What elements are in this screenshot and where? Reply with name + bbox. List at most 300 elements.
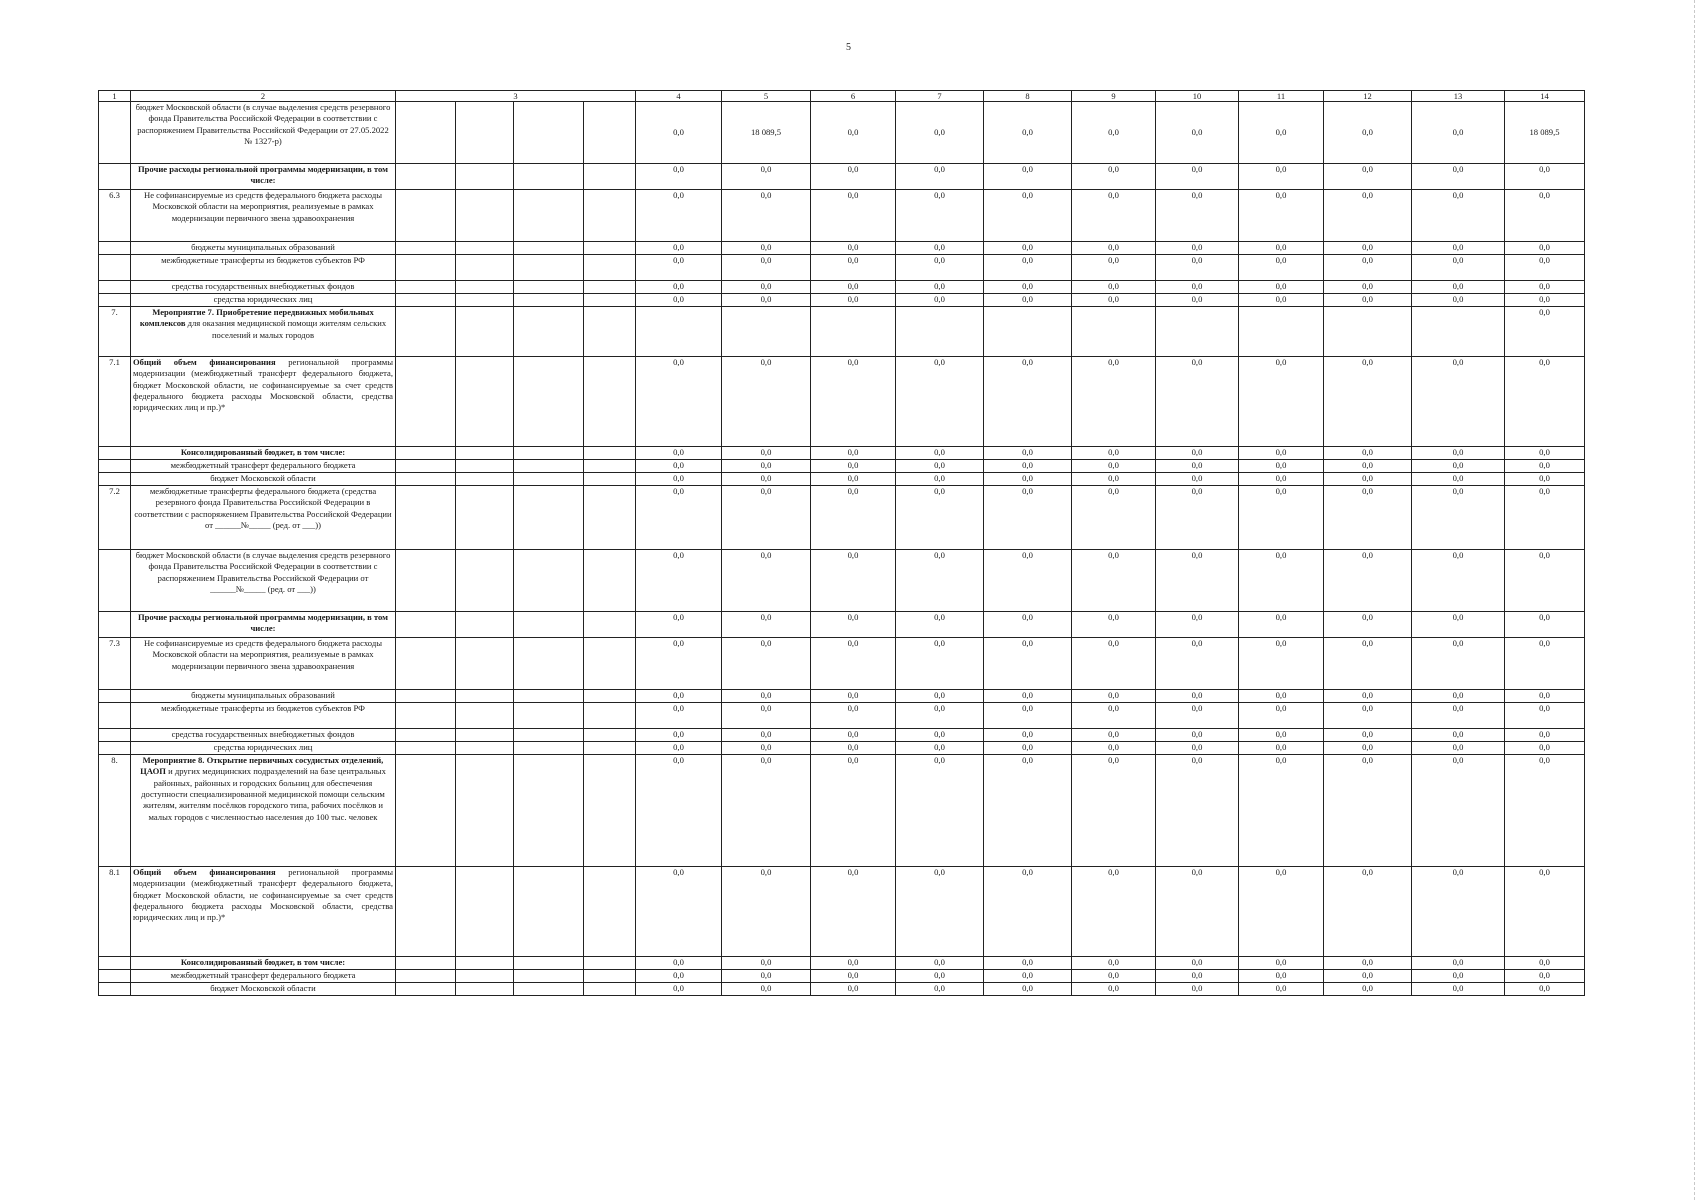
empty-cell bbox=[456, 638, 514, 690]
value-cell: 18 089,5 bbox=[722, 102, 811, 164]
value-cell: 0,0 bbox=[1505, 729, 1585, 742]
value-cell: 0,0 bbox=[1239, 281, 1324, 294]
empty-cell bbox=[396, 970, 456, 983]
value-cell: 0,0 bbox=[984, 690, 1072, 703]
value-cell: 0,0 bbox=[1239, 255, 1324, 281]
value-cell: 0,0 bbox=[1324, 190, 1412, 242]
row-number-cell bbox=[99, 970, 131, 983]
value-cell: 0,0 bbox=[984, 281, 1072, 294]
header-cell: 7 bbox=[896, 91, 984, 102]
empty-cell bbox=[396, 550, 456, 612]
row-number-cell: 8.1 bbox=[99, 867, 131, 957]
value-cell: 0,0 bbox=[1324, 255, 1412, 281]
empty-cell bbox=[456, 957, 514, 970]
value-cell: 0,0 bbox=[1505, 242, 1585, 255]
value-cell: 0,0 bbox=[1412, 983, 1505, 996]
page-number: 5 bbox=[846, 42, 851, 53]
value-cell: 0,0 bbox=[1239, 486, 1324, 550]
empty-cell bbox=[584, 983, 636, 996]
value-cell: 0,0 bbox=[1239, 294, 1324, 307]
value-cell: 0,0 bbox=[1412, 612, 1505, 638]
value-cell: 0,0 bbox=[1412, 486, 1505, 550]
row-number-cell: 6.3 bbox=[99, 190, 131, 242]
empty-cell bbox=[514, 957, 584, 970]
value-cell: 0,0 bbox=[1156, 742, 1239, 755]
empty-cell bbox=[396, 460, 456, 473]
header-cell: 14 bbox=[1505, 91, 1585, 102]
value-cell: 0,0 bbox=[1072, 486, 1156, 550]
value-cell: 0,0 bbox=[896, 294, 984, 307]
empty-cell bbox=[584, 242, 636, 255]
empty-cell bbox=[396, 638, 456, 690]
value-cell: 0,0 bbox=[1412, 550, 1505, 612]
empty-cell bbox=[584, 703, 636, 729]
value-cell: 0,0 bbox=[896, 255, 984, 281]
row-number-cell bbox=[99, 447, 131, 460]
value-cell: 0,0 bbox=[1239, 473, 1324, 486]
row-number-cell bbox=[99, 460, 131, 473]
value-cell: 0,0 bbox=[896, 638, 984, 690]
value-cell: 0,0 bbox=[811, 102, 896, 164]
value-cell: 0,0 bbox=[896, 447, 984, 460]
value-cell: 0,0 bbox=[1072, 255, 1156, 281]
value-cell: 0,0 bbox=[1324, 742, 1412, 755]
row-number-cell bbox=[99, 294, 131, 307]
value-cell: 0,0 bbox=[1324, 486, 1412, 550]
row-number-cell bbox=[99, 550, 131, 612]
value-cell: 0,0 bbox=[1324, 638, 1412, 690]
value-cell: 0,0 bbox=[896, 190, 984, 242]
value-cell: 0,0 bbox=[636, 190, 722, 242]
value-cell: 0,0 bbox=[896, 983, 984, 996]
value-cell: 0,0 bbox=[1505, 294, 1585, 307]
value-cell bbox=[1324, 307, 1412, 357]
row-number-cell bbox=[99, 742, 131, 755]
table-row bbox=[99, 690, 1585, 703]
empty-cell bbox=[396, 867, 456, 957]
value-cell: 0,0 bbox=[722, 690, 811, 703]
value-cell: 0,0 bbox=[1072, 612, 1156, 638]
empty-cell bbox=[514, 357, 584, 447]
empty-cell bbox=[396, 294, 456, 307]
value-cell: 0,0 bbox=[1239, 690, 1324, 703]
value-cell: 0,0 bbox=[722, 983, 811, 996]
value-cell: 0,0 bbox=[1324, 357, 1412, 447]
value-cell: 0,0 bbox=[1072, 638, 1156, 690]
row-description-cell: средства юридических лиц bbox=[131, 294, 396, 307]
empty-cell bbox=[514, 460, 584, 473]
table-row bbox=[99, 703, 1585, 729]
empty-cell bbox=[456, 460, 514, 473]
row-description-cell: средства государственных внебюджетных фондов bbox=[131, 281, 396, 294]
value-cell: 0,0 bbox=[1505, 755, 1585, 867]
value-cell: 0,0 bbox=[1412, 742, 1505, 755]
value-cell: 0,0 bbox=[1239, 357, 1324, 447]
value-cell: 0,0 bbox=[896, 612, 984, 638]
value-cell: 0,0 bbox=[1072, 742, 1156, 755]
row-number-cell: 7.1 bbox=[99, 357, 131, 447]
empty-cell bbox=[396, 473, 456, 486]
row-number-cell: 7.3 bbox=[99, 638, 131, 690]
value-cell: 0,0 bbox=[636, 690, 722, 703]
empty-cell bbox=[456, 970, 514, 983]
value-cell: 0,0 bbox=[636, 638, 722, 690]
value-cell: 0,0 bbox=[722, 970, 811, 983]
header-cell: 9 bbox=[1072, 91, 1156, 102]
value-cell: 0,0 bbox=[722, 255, 811, 281]
value-cell: 0,0 bbox=[1324, 102, 1412, 164]
value-cell: 0,0 bbox=[722, 729, 811, 742]
value-cell: 0,0 bbox=[1412, 970, 1505, 983]
empty-cell bbox=[456, 281, 514, 294]
value-cell: 0,0 bbox=[896, 703, 984, 729]
value-cell: 0,0 bbox=[1239, 867, 1324, 957]
empty-cell bbox=[584, 307, 636, 357]
value-cell: 0,0 bbox=[636, 242, 722, 255]
value-cell: 0,0 bbox=[636, 867, 722, 957]
empty-cell bbox=[396, 102, 456, 164]
value-cell: 0,0 bbox=[1072, 357, 1156, 447]
empty-cell bbox=[456, 703, 514, 729]
empty-cell bbox=[456, 447, 514, 460]
value-cell: 0,0 bbox=[1156, 164, 1239, 190]
value-cell: 0,0 bbox=[1156, 638, 1239, 690]
row-description-cell: Прочие расходы региональной программы модернизации, в том числе: bbox=[131, 612, 396, 638]
value-cell: 0,0 bbox=[984, 612, 1072, 638]
value-cell: 0,0 bbox=[811, 255, 896, 281]
value-cell: 0,0 bbox=[636, 703, 722, 729]
empty-cell bbox=[396, 742, 456, 755]
value-cell: 0,0 bbox=[1412, 447, 1505, 460]
row-number-cell: 7. bbox=[99, 307, 131, 357]
value-cell: 0,0 bbox=[722, 294, 811, 307]
value-cell: 0,0 bbox=[636, 447, 722, 460]
value-cell: 0,0 bbox=[984, 164, 1072, 190]
row-description-cell: бюджеты муниципальных образований bbox=[131, 690, 396, 703]
empty-cell bbox=[584, 970, 636, 983]
value-cell: 0,0 bbox=[1072, 755, 1156, 867]
value-cell: 0,0 bbox=[636, 102, 722, 164]
value-cell: 0,0 bbox=[984, 294, 1072, 307]
value-cell: 0,0 bbox=[984, 190, 1072, 242]
header-cell: 5 bbox=[722, 91, 811, 102]
value-cell: 0,0 bbox=[1239, 164, 1324, 190]
row-description-cell: межбюджетные трансферты федерального бюджета (средства резервного фонда Правительства Российской Федерации в соответствии с распоряжением Правительства Российской Федерации от ______№_____ (ред. от ___)) bbox=[131, 486, 396, 550]
value-cell: 0,0 bbox=[984, 242, 1072, 255]
value-cell: 0,0 bbox=[1505, 970, 1585, 983]
value-cell: 0,0 bbox=[984, 102, 1072, 164]
scan-edge-line bbox=[1692, 0, 1695, 1200]
value-cell: 0,0 bbox=[1505, 460, 1585, 473]
empty-cell bbox=[514, 612, 584, 638]
empty-cell bbox=[584, 612, 636, 638]
row-number-cell bbox=[99, 703, 131, 729]
value-cell: 0,0 bbox=[1156, 460, 1239, 473]
value-cell: 0,0 bbox=[811, 690, 896, 703]
value-cell: 0,0 bbox=[1324, 867, 1412, 957]
value-cell: 0,0 bbox=[1505, 486, 1585, 550]
value-cell bbox=[1239, 307, 1324, 357]
value-cell: 0,0 bbox=[896, 357, 984, 447]
empty-cell bbox=[456, 307, 514, 357]
value-cell: 0,0 bbox=[1156, 690, 1239, 703]
row-description-cell: Прочие расходы региональной программы модернизации, в том числе: bbox=[131, 164, 396, 190]
value-cell bbox=[1412, 307, 1505, 357]
row-number-cell bbox=[99, 242, 131, 255]
row-description-bold: Мероприятие 7. Приобретение передвижных мобильных комплексов bbox=[139, 307, 374, 329]
value-cell: 0,0 bbox=[1072, 983, 1156, 996]
empty-cell bbox=[584, 742, 636, 755]
header-cell: 12 bbox=[1324, 91, 1412, 102]
value-cell: 0,0 bbox=[722, 242, 811, 255]
row-description-bold: Общий объем финансирования bbox=[133, 867, 276, 877]
value-cell: 0,0 bbox=[811, 242, 896, 255]
row-number-cell bbox=[99, 164, 131, 190]
value-cell: 0,0 bbox=[811, 164, 896, 190]
empty-cell bbox=[396, 255, 456, 281]
row-description-cell bbox=[131, 357, 396, 447]
value-cell: 0,0 bbox=[1412, 164, 1505, 190]
row-description-rest: региональной программы модернизации (межбюджетный трансферт федерального бюджета, бюджет Московской области, не софинансируемые за счет средств федерального бюджета расходы Московской области, средства юридических лиц и пр.)* bbox=[133, 357, 393, 413]
row-description-cell: межбюджетные трансферты из бюджетов субъектов РФ bbox=[131, 255, 396, 281]
value-cell: 0,0 bbox=[722, 703, 811, 729]
value-cell: 0,0 bbox=[811, 742, 896, 755]
value-cell: 0,0 bbox=[896, 970, 984, 983]
empty-cell bbox=[396, 703, 456, 729]
value-cell: 0,0 bbox=[636, 473, 722, 486]
header-cell: 3 bbox=[396, 91, 636, 102]
table-row bbox=[99, 281, 1585, 294]
value-cell: 0,0 bbox=[1072, 867, 1156, 957]
value-cell: 0,0 bbox=[984, 983, 1072, 996]
value-cell: 0,0 bbox=[811, 612, 896, 638]
value-cell: 0,0 bbox=[1324, 729, 1412, 742]
header-cell: 13 bbox=[1412, 91, 1505, 102]
empty-cell bbox=[396, 983, 456, 996]
row-description-cell: бюджеты муниципальных образований bbox=[131, 242, 396, 255]
value-cell: 0,0 bbox=[1324, 690, 1412, 703]
value-cell: 0,0 bbox=[1239, 190, 1324, 242]
empty-cell bbox=[456, 486, 514, 550]
value-cell: 0,0 bbox=[984, 970, 1072, 983]
empty-cell bbox=[514, 970, 584, 983]
value-cell: 0,0 bbox=[1156, 242, 1239, 255]
value-cell: 0,0 bbox=[1072, 703, 1156, 729]
header-cell: 2 bbox=[131, 91, 396, 102]
value-cell: 0,0 bbox=[1324, 473, 1412, 486]
value-cell: 0,0 bbox=[1505, 473, 1585, 486]
value-cell: 0,0 bbox=[1072, 294, 1156, 307]
empty-cell bbox=[396, 755, 456, 867]
table-row bbox=[99, 307, 1585, 357]
value-cell: 0,0 bbox=[722, 447, 811, 460]
table-row bbox=[99, 460, 1585, 473]
empty-cell bbox=[456, 473, 514, 486]
table-row bbox=[99, 970, 1585, 983]
value-cell: 0,0 bbox=[636, 612, 722, 638]
empty-cell bbox=[514, 307, 584, 357]
value-cell: 0,0 bbox=[722, 281, 811, 294]
table-row bbox=[99, 729, 1585, 742]
value-cell: 0,0 bbox=[811, 755, 896, 867]
value-cell: 0,0 bbox=[1324, 703, 1412, 729]
value-cell: 0,0 bbox=[811, 957, 896, 970]
value-cell: 0,0 bbox=[896, 550, 984, 612]
value-cell: 0,0 bbox=[636, 486, 722, 550]
empty-cell bbox=[396, 447, 456, 460]
empty-cell bbox=[584, 447, 636, 460]
row-number-cell bbox=[99, 729, 131, 742]
value-cell: 0,0 bbox=[1505, 357, 1585, 447]
row-description-cell: Не софинансируемые из средств федерального бюджета расходы Московской области на мероприятия, реализуемые в рамках модернизации первичного звена здравоохранения bbox=[131, 638, 396, 690]
value-cell: 0,0 bbox=[896, 690, 984, 703]
value-cell: 0,0 bbox=[1505, 983, 1585, 996]
value-cell: 0,0 bbox=[811, 486, 896, 550]
value-cell: 0,0 bbox=[1412, 357, 1505, 447]
value-cell: 0,0 bbox=[636, 357, 722, 447]
row-description-cell: Консолидированный бюджет, в том числе: bbox=[131, 447, 396, 460]
value-cell: 0,0 bbox=[1072, 242, 1156, 255]
table-row bbox=[99, 190, 1585, 242]
row-description-cell bbox=[131, 867, 396, 957]
empty-cell bbox=[584, 755, 636, 867]
value-cell: 0,0 bbox=[896, 281, 984, 294]
empty-cell bbox=[456, 729, 514, 742]
value-cell: 0,0 bbox=[636, 957, 722, 970]
value-cell: 0,0 bbox=[1072, 550, 1156, 612]
value-cell: 0,0 bbox=[1505, 612, 1585, 638]
empty-cell bbox=[396, 957, 456, 970]
header-cell: 6 bbox=[811, 91, 896, 102]
value-cell: 0,0 bbox=[1239, 970, 1324, 983]
empty-cell bbox=[584, 255, 636, 281]
empty-cell bbox=[584, 486, 636, 550]
table-row bbox=[99, 102, 1585, 164]
value-cell: 0,0 bbox=[1324, 957, 1412, 970]
empty-cell bbox=[456, 164, 514, 190]
value-cell: 0,0 bbox=[1412, 638, 1505, 690]
value-cell: 0,0 bbox=[1505, 550, 1585, 612]
value-cell: 0,0 bbox=[722, 357, 811, 447]
value-cell: 0,0 bbox=[1324, 970, 1412, 983]
value-cell: 0,0 bbox=[1239, 957, 1324, 970]
value-cell: 0,0 bbox=[1412, 460, 1505, 473]
row-description-cell: средства государственных внебюджетных фондов bbox=[131, 729, 396, 742]
value-cell: 0,0 bbox=[811, 190, 896, 242]
value-cell: 0,0 bbox=[1324, 983, 1412, 996]
value-cell: 0,0 bbox=[896, 473, 984, 486]
value-cell: 0,0 bbox=[722, 550, 811, 612]
value-cell: 0,0 bbox=[1412, 690, 1505, 703]
empty-cell bbox=[396, 690, 456, 703]
table-row bbox=[99, 742, 1585, 755]
value-cell: 0,0 bbox=[1239, 983, 1324, 996]
value-cell: 0,0 bbox=[636, 550, 722, 612]
value-cell: 0,0 bbox=[1072, 190, 1156, 242]
value-cell: 0,0 bbox=[1324, 447, 1412, 460]
value-cell: 0,0 bbox=[1156, 755, 1239, 867]
value-cell: 0,0 bbox=[636, 729, 722, 742]
value-cell: 0,0 bbox=[1239, 755, 1324, 867]
value-cell: 0,0 bbox=[722, 755, 811, 867]
value-cell: 0,0 bbox=[1324, 281, 1412, 294]
empty-cell bbox=[514, 550, 584, 612]
empty-cell bbox=[456, 690, 514, 703]
value-cell: 0,0 bbox=[896, 957, 984, 970]
empty-cell bbox=[584, 550, 636, 612]
table-row bbox=[99, 294, 1585, 307]
value-cell: 0,0 bbox=[1156, 255, 1239, 281]
value-cell: 0,0 bbox=[1412, 242, 1505, 255]
empty-cell bbox=[456, 983, 514, 996]
empty-cell bbox=[584, 638, 636, 690]
value-cell: 0,0 bbox=[896, 242, 984, 255]
value-cell: 0,0 bbox=[1239, 703, 1324, 729]
value-cell: 0,0 bbox=[1239, 447, 1324, 460]
value-cell: 0,0 bbox=[1324, 242, 1412, 255]
value-cell: 0,0 bbox=[636, 755, 722, 867]
empty-cell bbox=[456, 612, 514, 638]
value-cell: 0,0 bbox=[811, 447, 896, 460]
value-cell bbox=[984, 307, 1072, 357]
value-cell: 0,0 bbox=[1072, 460, 1156, 473]
row-number-cell bbox=[99, 281, 131, 294]
table-row bbox=[99, 473, 1585, 486]
header-cell: 11 bbox=[1239, 91, 1324, 102]
empty-cell bbox=[584, 460, 636, 473]
value-cell: 0,0 bbox=[1412, 729, 1505, 742]
empty-cell bbox=[396, 729, 456, 742]
empty-cell bbox=[584, 357, 636, 447]
row-description-cell: межбюджетный трансферт федерального бюджета bbox=[131, 460, 396, 473]
value-cell: 0,0 bbox=[722, 638, 811, 690]
value-cell: 0,0 bbox=[1505, 281, 1585, 294]
value-cell: 0,0 bbox=[1072, 690, 1156, 703]
value-cell: 0,0 bbox=[984, 473, 1072, 486]
value-cell: 0,0 bbox=[1156, 550, 1239, 612]
value-cell: 0,0 bbox=[1072, 957, 1156, 970]
financing-table bbox=[98, 90, 1585, 996]
value-cell: 0,0 bbox=[1156, 102, 1239, 164]
value-cell: 0,0 bbox=[896, 486, 984, 550]
value-cell: 0,0 bbox=[1505, 638, 1585, 690]
value-cell: 0,0 bbox=[1505, 867, 1585, 957]
value-cell: 0,0 bbox=[1412, 294, 1505, 307]
empty-cell bbox=[456, 294, 514, 307]
header-cell: 4 bbox=[636, 91, 722, 102]
value-cell: 0,0 bbox=[636, 742, 722, 755]
value-cell: 0,0 bbox=[1505, 703, 1585, 729]
value-cell: 0,0 bbox=[984, 867, 1072, 957]
value-cell: 0,0 bbox=[811, 473, 896, 486]
value-cell: 0,0 bbox=[636, 255, 722, 281]
empty-cell bbox=[396, 357, 456, 447]
value-cell: 0,0 bbox=[1412, 281, 1505, 294]
value-cell: 0,0 bbox=[722, 164, 811, 190]
value-cell bbox=[896, 307, 984, 357]
value-cell: 0,0 bbox=[1505, 447, 1585, 460]
empty-cell bbox=[584, 281, 636, 294]
value-cell: 0,0 bbox=[896, 742, 984, 755]
value-cell: 0,0 bbox=[1324, 460, 1412, 473]
value-cell: 0,0 bbox=[1324, 755, 1412, 867]
value-cell: 0,0 bbox=[1156, 957, 1239, 970]
value-cell: 0,0 bbox=[1156, 729, 1239, 742]
value-cell: 0,0 bbox=[1412, 867, 1505, 957]
value-cell: 0,0 bbox=[1412, 473, 1505, 486]
value-cell: 0,0 bbox=[1239, 729, 1324, 742]
empty-cell bbox=[584, 957, 636, 970]
